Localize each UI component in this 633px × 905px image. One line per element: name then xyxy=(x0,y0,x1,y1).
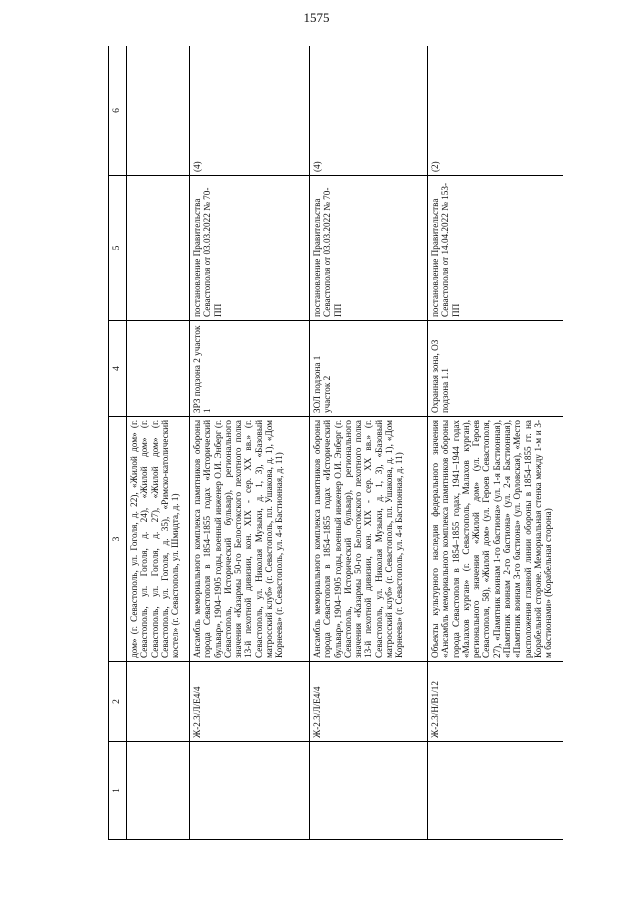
cell-note xyxy=(127,46,190,176)
cell-zone-type xyxy=(127,321,190,417)
cell-note: (2) xyxy=(428,46,564,176)
table-row xyxy=(428,46,564,840)
cell-number xyxy=(310,742,428,840)
page-number: 1575 xyxy=(303,10,330,25)
cell-decree: постановление Правительства Севастополя от 14.04.2022 № 153-ПП xyxy=(428,176,564,321)
cell-heritage-objects: Объекты культурного наследия федерального значения «Ансамбль мемориального комплекса памятников обороны города Севастополя в 1854–1855 годах, 1941–1944 годах «Малахов курган» (г. Севастополь, Малахов курган), регионального значения «Жилой дом» (ул. Героев Севастополя, 58), «Жилой дом» (ул. Героев Севастополя, 27), «Памятник воинам 1-го бастиона» (ул. 1-я Бастионная), «Памятник воинам 2-го бастиона» (ул. 2-я Бастионная), «Памятник воинам 3-го бастиона» (ул. Орловская), «Место расположения главной линии обороны в 1854–1855 гг. на Корабельной стороне. Мемориальная стенка между 1-м и 3-м бастионами» (Корабельная сторона) xyxy=(428,417,564,662)
cell-decree: постановление Правительства Севастополя от 03.03.2022 № 70-ПП xyxy=(190,176,310,321)
column-header: 2 xyxy=(109,662,127,742)
data-table xyxy=(108,46,563,840)
cell-zone-code: Ж-2.3/Л/Е4/4 xyxy=(310,662,428,742)
column-header: 4 xyxy=(109,321,127,417)
cell-zone-code: Ж-2.3/Л/Е4/4 xyxy=(190,662,310,742)
cell-number xyxy=(428,742,564,840)
cell-zone-code xyxy=(127,662,190,742)
table-header-row xyxy=(109,46,127,840)
cell-zone-code: Ж-2.3/Н/В1/12 xyxy=(428,662,564,742)
cell-number xyxy=(190,742,310,840)
column-header: 5 xyxy=(109,176,127,321)
cell-heritage-objects: Ансамбль мемориального комплекса памятников обороны города Севастополя в 1854–1855 годах «Исторический бульвар», 1904–1905 годы, военный инженер О.И. Энберг (г. Севастополь, Исторический бульвар), регионального значения «Казармы 50-го Белостокского пехотного полка 13-й пехотной дивизии, кон. XIX - сер. XX вв.» (г. Севастополь, ул. Николая Музыки, д. 1, 3), «Базовый матросский клуб» (г. Севастополь, пл. Ушакова, д. 1), «Дом Корнеева» (г. Севастополь, ул. 4-я Бастионная, д. 11) xyxy=(190,417,310,662)
column-header: 1 xyxy=(109,742,127,840)
rotated-table-container xyxy=(108,46,563,840)
table-row xyxy=(190,46,310,840)
cell-note: (4) xyxy=(310,46,428,176)
cell-decree xyxy=(127,176,190,321)
cell-zone-type: ЗОЛ подзона 1 участок 2 xyxy=(310,321,428,417)
cell-heritage-objects: дом» (г. Севастополь, ул. Гоголя, д. 22), «Жилой дом» (г. Севастополь, ул. Гоголя, д. 24), «Жилой дом» (г. Севастополь, ул. Гоголя, д. 27), «Жилой дом» (г. Севастополь, ул. Гоголя, д. 35), «Римско-католический костел» (г. Севастополь, ул. Шмидта, д. 1) xyxy=(127,417,190,662)
column-header: 6 xyxy=(109,46,127,176)
cell-zone-type: Охранная зона, ОЗ подзона 1.1 xyxy=(428,321,564,417)
table-row xyxy=(127,46,190,840)
cell-zone-type: ЗРЗ подзона 2 участок 1 xyxy=(190,321,310,417)
cell-note: (4) xyxy=(190,46,310,176)
table-viewport xyxy=(108,46,563,840)
cell-heritage-objects: Ансамбль мемориального комплекса памятников обороны города Севастополя в 1854–1855 годах «Исторический бульвар», 1904–1905 годы, военный инженер О.И. Энберг (г. Севастополь, Исторический бульвар), регионального значения «Казармы 50-го Белостокского пехотного полка 13-й пехотной дивизии, кон. XIX - сер. XX вв.» (г. Севастополь, ул. Николая Музыки, д. 1, 3), «Базовый матросский клуб» (г. Севастополь, пл. Ушакова, д. 1), «Дом Корнеева» (г. Севастополь, ул. 4-я Бастионная, д. 11) xyxy=(310,417,428,662)
cell-number xyxy=(127,742,190,840)
table-row xyxy=(310,46,428,840)
cell-decree: постановление Правительства Севастополя от 03.03.2022 № 70-ПП xyxy=(310,176,428,321)
column-header: 3 xyxy=(109,417,127,662)
